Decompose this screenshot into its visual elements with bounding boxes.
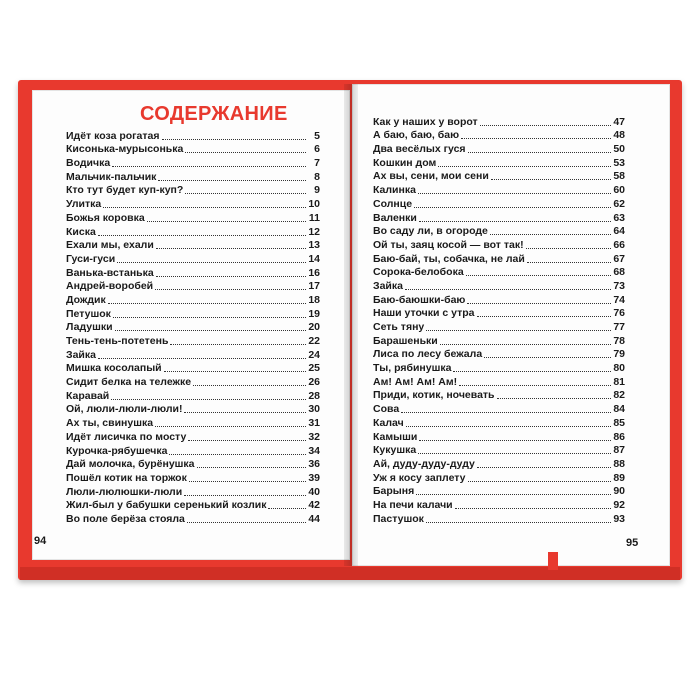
toc-entry-title: Приди, котик, ночевать: [373, 389, 495, 402]
toc-entry-page: 25: [308, 362, 320, 375]
toc-entry: [66, 388, 320, 402]
toc-leader-dots: [414, 207, 611, 208]
toc-entry-page: 13: [308, 239, 320, 252]
toc-leader-dots: [497, 398, 611, 399]
toc-entry: [66, 142, 320, 156]
toc-entry-page: 63: [613, 211, 625, 224]
toc-leader-dots: [438, 166, 611, 167]
toc-entry: [66, 279, 320, 293]
toc-entry-title: Кошкин дом: [373, 156, 437, 169]
toc-entry-page: 53: [613, 156, 625, 169]
toc-leader-dots: [468, 152, 611, 153]
cover-edge: [20, 567, 680, 580]
toc-leader-dots: [185, 152, 306, 153]
toc-entry: [66, 415, 320, 429]
toc-entry-page: 93: [613, 512, 625, 525]
toc-entry: [373, 141, 625, 155]
toc-entry-page: 82: [613, 389, 625, 402]
toc-entry-page: 73: [613, 279, 625, 292]
toc-entry-title: Ой, люли-люли-люли!: [66, 403, 183, 416]
toc-entry-title: Зайка: [66, 348, 96, 361]
toc-leader-dots: [170, 344, 306, 345]
toc-entry: [373, 224, 625, 238]
toc-leader-dots: [491, 179, 611, 180]
toc-entry-page: 24: [308, 348, 320, 361]
toc-leader-dots: [268, 508, 306, 509]
toc-entry-title: Ай, дуду-дуду-дуду: [373, 457, 475, 470]
toc-entry-page: 80: [613, 362, 625, 375]
toc-entry: [373, 401, 625, 415]
book-gutter: [344, 84, 358, 566]
toc-leader-dots: [484, 357, 611, 358]
toc-entry: [373, 292, 625, 306]
toc-entry-page: 22: [308, 335, 320, 347]
toc-leader-dots: [147, 221, 306, 222]
contents-title: СОДЕРЖАНИЕ: [140, 103, 288, 125]
toc-entry-title: Ехали мы, ехали: [66, 239, 154, 252]
toc-entry-page: 18: [308, 293, 320, 306]
toc-entry-page: 48: [613, 129, 625, 142]
toc-entry-page: 36: [308, 458, 320, 471]
toc-entry-title: Баю-бай, ты, собачка, не лай: [373, 252, 525, 265]
toc-entry: [66, 402, 320, 416]
toc-entry: [373, 169, 625, 183]
toc-entry: [373, 114, 625, 128]
toc-entry: [373, 484, 625, 498]
toc-entry: [373, 196, 625, 210]
toc-entry-page: 77: [613, 321, 625, 333]
toc-entry: [373, 265, 625, 279]
toc-entry-title: Идёт лисичка по мосту: [66, 430, 187, 443]
toc-entry-title: Мальчик-пальчик: [66, 170, 157, 183]
toc-leader-dots: [426, 522, 611, 523]
toc-entry-page: 74: [613, 293, 625, 306]
toc-entry: [66, 224, 320, 238]
toc-entry-title: Наши уточки с утра: [373, 307, 475, 320]
toc-leader-dots: [459, 385, 611, 386]
toc-entry-title: Валенки: [373, 211, 417, 224]
toc-leader-dots: [490, 234, 611, 235]
toc-entry: [373, 128, 625, 142]
toc-entry-page: 19: [308, 307, 320, 320]
toc-leader-dots: [455, 508, 611, 509]
toc-entry-title: Камыши: [373, 430, 418, 443]
toc-entry-page: 84: [613, 403, 625, 416]
toc-entry-page: 44: [308, 512, 320, 525]
toc-leader-dots: [468, 481, 611, 482]
toc-entry: [373, 497, 625, 511]
toc-entry-page: 79: [613, 348, 625, 361]
toc-entry: [373, 511, 625, 525]
toc-entry: [373, 251, 625, 265]
toc-entry-page: 39: [308, 471, 320, 484]
toc-entry-title: А баю, баю, баю: [373, 129, 460, 142]
toc-entry-title: Идёт коза рогатая: [66, 129, 160, 142]
toc-list-left: [66, 128, 320, 525]
toc-entry: [373, 347, 625, 361]
toc-leader-dots: [111, 399, 306, 400]
toc-entry-page: 9: [314, 184, 320, 197]
toc-entry-page: 58: [613, 170, 625, 183]
toc-entry: [66, 457, 320, 471]
toc-entry-title: Сидит белка на тележке: [66, 376, 192, 389]
toc-leader-dots: [418, 193, 611, 194]
toc-list-right: [373, 114, 625, 525]
toc-entry: [66, 484, 320, 498]
toc-entry-title: Кисонька-мурысонька: [66, 143, 184, 156]
toc-leader-dots: [416, 494, 611, 495]
toc-entry: [373, 333, 625, 347]
toc-leader-dots: [477, 467, 611, 468]
toc-entry-title: Гуси-гуси: [66, 252, 116, 265]
toc-entry-title: Андрей-воробей: [66, 280, 154, 293]
toc-leader-dots: [480, 125, 611, 126]
toc-entry: [66, 333, 320, 347]
toc-entry: [66, 169, 320, 183]
toc-leader-dots: [419, 221, 611, 222]
toc-entry: [373, 360, 625, 374]
toc-entry-title: Сеть тяну: [373, 321, 425, 333]
toc-leader-dots: [169, 454, 306, 455]
toc-entry: [373, 374, 625, 388]
toc-entry-title: Люли-люлюшки-люли: [66, 485, 183, 498]
toc-entry: [373, 470, 625, 484]
toc-entry-page: 47: [613, 115, 625, 128]
toc-leader-dots: [156, 248, 306, 249]
toc-entry: [66, 347, 320, 361]
toc-entry-page: 60: [613, 184, 625, 197]
toc-entry-page: 90: [613, 485, 625, 498]
toc-entry-page: 5: [314, 129, 320, 142]
toc-entry-page: 85: [613, 416, 625, 429]
toc-entry-title: Дождик: [66, 293, 106, 306]
toc-leader-dots: [112, 166, 306, 167]
toc-leader-dots: [108, 303, 306, 304]
toc-leader-dots: [419, 440, 611, 441]
toc-entry: [66, 443, 320, 457]
toc-entry-title: Тень-тень-потетень: [66, 335, 169, 347]
toc-entry-title: Ах ты, свинушка: [66, 417, 154, 430]
toc-entry-page: 88: [613, 457, 625, 470]
toc-entry: [66, 210, 320, 224]
toc-entry: [66, 511, 320, 525]
toc-leader-dots: [188, 440, 306, 441]
toc-leader-dots: [440, 344, 611, 345]
toc-entry-page: 8: [314, 170, 320, 183]
toc-entry: [373, 278, 625, 292]
toc-leader-dots: [184, 495, 306, 496]
toc-entry-page: 17: [308, 280, 320, 293]
toc-entry-page: 62: [613, 197, 625, 210]
toc-entry-title: Ах вы, сени, мои сени: [373, 170, 489, 183]
toc-entry-page: 50: [613, 143, 625, 156]
toc-entry-page: 20: [308, 321, 320, 334]
toc-entry-title: Уж я косу заплету: [373, 471, 466, 484]
toc-leader-dots: [461, 138, 611, 139]
toc-entry-page: 78: [613, 334, 625, 347]
toc-entry: [66, 374, 320, 388]
toc-entry-title: Во саду ли, в огороде: [373, 225, 488, 238]
toc-leader-dots: [158, 180, 306, 181]
toc-entry-page: 40: [308, 485, 320, 498]
toc-entry: [66, 155, 320, 169]
toc-leader-dots: [115, 330, 306, 331]
toc-entry: [373, 306, 625, 320]
toc-entry-page: 12: [308, 225, 320, 238]
toc-entry-title: Баю-баюшки-баю: [373, 293, 466, 306]
toc-entry-title: Кто тут будет куп-куп?: [66, 184, 184, 197]
toc-entry-page: 64: [613, 225, 625, 238]
toc-entry-page: 76: [613, 307, 625, 320]
page-number-left: 94: [34, 535, 47, 547]
toc-leader-dots: [197, 467, 306, 468]
toc-entry-title: Барашеньки: [373, 334, 438, 347]
toc-entry-page: 86: [613, 430, 625, 443]
toc-entry-title: Как у наших у ворот: [373, 115, 478, 128]
toc-entry: [373, 319, 625, 333]
toc-leader-dots: [401, 412, 611, 413]
toc-entry: [373, 237, 625, 251]
toc-leader-dots: [453, 371, 611, 372]
toc-entry-title: Ам! Ам! Ам! Ам!: [373, 375, 458, 388]
toc-entry-title: Дай молочка, бурёнушка: [66, 458, 195, 471]
toc-entry-page: 26: [308, 376, 320, 389]
toc-entry-title: Ладушки: [66, 321, 113, 334]
toc-entry: [66, 320, 320, 334]
toc-entry-title: Курочка-рябушечка: [66, 444, 168, 457]
toc-entry-title: Калинка: [373, 184, 416, 197]
toc-leader-dots: [418, 453, 611, 454]
toc-entry: [66, 196, 320, 210]
toc-leader-dots: [467, 303, 611, 304]
toc-leader-dots: [406, 426, 611, 427]
toc-entry-title: Кукушка: [373, 444, 417, 457]
toc-entry-title: Солнце: [373, 197, 413, 210]
toc-entry-title: Божья коровка: [66, 211, 145, 224]
toc-entry-title: Во поле берёза стояла: [66, 512, 185, 525]
toc-leader-dots: [164, 371, 306, 372]
toc-entry: [66, 265, 320, 279]
toc-entry-page: 11: [308, 211, 320, 224]
toc-leader-dots: [405, 289, 611, 290]
toc-entry: [373, 456, 625, 470]
toc-entry-title: Два весёлых гуся: [373, 143, 466, 156]
toc-leader-dots: [185, 193, 306, 194]
toc-leader-dots: [193, 385, 306, 386]
toc-entry-page: 6: [314, 143, 320, 156]
toc-leader-dots: [103, 207, 306, 208]
toc-entry-title: Пастушок: [373, 512, 424, 525]
toc-entry: [66, 361, 320, 375]
toc-entry: [66, 183, 320, 197]
toc-entry: [66, 470, 320, 484]
toc-entry-page: 89: [613, 471, 625, 484]
toc-entry-page: 14: [308, 252, 320, 265]
toc-entry-title: Жил-был у бабушки серенький козлик: [66, 499, 267, 512]
toc-leader-dots: [477, 316, 611, 317]
toc-leader-dots: [184, 412, 306, 413]
bookmark-ribbon: [548, 552, 558, 570]
toc-entry: [373, 388, 625, 402]
toc-entry-title: Улитка: [66, 198, 102, 211]
toc-entry: [373, 443, 625, 457]
toc-entry-page: 32: [308, 430, 320, 443]
toc-entry-page: 31: [308, 417, 320, 430]
toc-entry-page: 66: [613, 238, 625, 251]
page-number-right: 95: [626, 537, 639, 549]
toc-leader-dots: [113, 317, 306, 318]
toc-leader-dots: [117, 262, 306, 263]
toc-entry-page: 87: [613, 444, 625, 457]
toc-entry-page: 92: [613, 498, 625, 511]
toc-entry: [66, 251, 320, 265]
toc-entry-page: 68: [613, 266, 625, 279]
toc-entry-page: 7: [314, 157, 320, 170]
toc-entry-title: Петушок: [66, 307, 111, 320]
toc-leader-dots: [526, 248, 611, 249]
toc-entry: [373, 429, 625, 443]
toc-entry-title: Сова: [373, 403, 400, 416]
toc-entry-title: Лиса по лесу бежала: [373, 348, 483, 361]
toc-entry-title: Каравай: [66, 389, 110, 402]
toc-leader-dots: [98, 358, 306, 359]
toc-entry-title: Киска: [66, 225, 96, 238]
toc-entry: [373, 210, 625, 224]
toc-leader-dots: [155, 426, 306, 427]
toc-leader-dots: [187, 522, 306, 523]
toc-leader-dots: [527, 262, 611, 263]
toc-entry: [373, 155, 625, 169]
toc-entry-page: 81: [613, 375, 625, 388]
toc-entry: [66, 429, 320, 443]
toc-entry-title: Барыня: [373, 485, 415, 498]
toc-entry-title: На печи калачи: [373, 498, 453, 511]
toc-entry-page: 28: [308, 389, 320, 402]
toc-entry-title: Ты, рябинушка: [373, 362, 452, 375]
toc-entry-title: Мишка косолапый: [66, 362, 162, 375]
toc-entry: [66, 128, 320, 142]
toc-leader-dots: [466, 275, 611, 276]
toc-entry: [66, 238, 320, 252]
toc-entry: [66, 498, 320, 512]
toc-leader-dots: [426, 330, 611, 331]
toc-leader-dots: [189, 481, 306, 482]
toc-entry-title: Зайка: [373, 279, 403, 292]
toc-entry-page: 30: [308, 403, 320, 416]
toc-entry-title: Ванька-встанька: [66, 266, 154, 279]
toc-entry-page: 34: [308, 444, 320, 457]
toc-entry-title: Водичка: [66, 157, 111, 170]
toc-entry-page: 42: [308, 499, 320, 512]
toc-leader-dots: [162, 139, 307, 140]
toc-entry-page: 16: [308, 266, 320, 279]
toc-entry-page: 67: [613, 252, 625, 265]
toc-entry: [66, 292, 320, 306]
toc-entry-title: Пошёл котик на торжок: [66, 471, 187, 484]
toc-entry: [66, 306, 320, 320]
toc-leader-dots: [98, 235, 306, 236]
toc-entry: [373, 415, 625, 429]
toc-entry: [373, 182, 625, 196]
toc-entry-title: Ой ты, заяц косой — вот так!: [373, 238, 524, 251]
toc-leader-dots: [156, 276, 306, 277]
toc-entry-title: Калач: [373, 416, 404, 429]
toc-leader-dots: [155, 289, 306, 290]
toc-entry-title: Сорока-белобока: [373, 266, 464, 279]
toc-entry-page: 10: [308, 198, 320, 211]
